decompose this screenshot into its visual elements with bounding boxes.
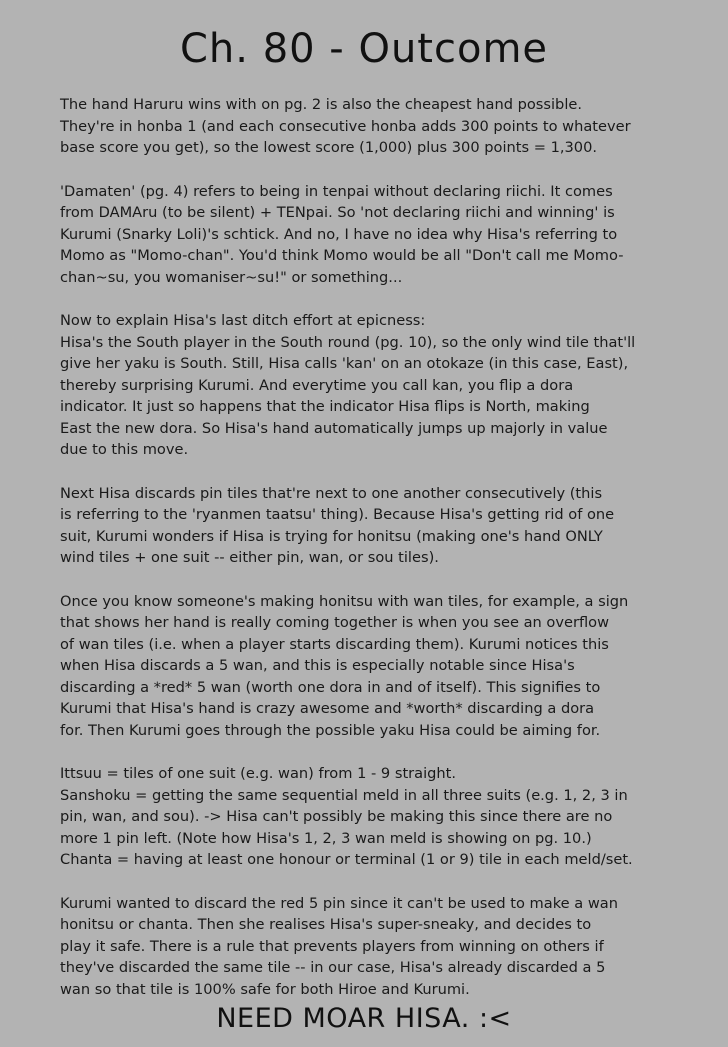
paragraph	[60, 94, 700, 159]
text-line: of wan tiles (i.e. when a player starts discarding them). Kurumi notices this	[60, 635, 609, 653]
text-line: due to this move.	[60, 441, 189, 458]
footer-text: NEED MOAR HISA. :<	[216, 1003, 512, 1034]
text-line: Next Hisa discards pin tiles that're next to one another consecutively (this	[60, 484, 603, 502]
paragraph	[60, 181, 700, 289]
text-line: suit, Kurumi wonders if Hisa is trying for honitsu (making one's hand ONLY	[60, 527, 603, 545]
text-line: chan~su, you womaniser~su!" or something...	[60, 268, 403, 286]
page-title: Ch. 80 - Outcome	[179, 26, 549, 72]
text-line: Now to explain Hisa's last ditch effort at epicness:	[60, 312, 426, 329]
text-line: play it safe. There is a rule that prevents players from winning on others if	[60, 937, 604, 955]
paragraph	[60, 483, 700, 569]
text-line: wind tiles + one suit -- either pin, wan, or sou tiles).	[60, 549, 439, 566]
text-line: Momo as "Momo-chan". You'd think Momo would be all "Don't call me Momo-	[60, 247, 624, 264]
text-line: base score you get), so the lowest score (1,000) plus 300 points = 1,300.	[60, 139, 597, 156]
text-line: Kurumi that Hisa's hand is crazy awesome and *worth* discarding a dora	[60, 700, 595, 717]
text-line: They're in honba 1 (and each consecutive honba adds 300 points to whatever	[60, 117, 631, 135]
text-line: wan so that tile is 100% safe for both Hiroe and Kurumi.	[60, 980, 470, 998]
text-line: give her yaku is South. Still, Hisa calls 'kan' on an otokaze (in this case, East),	[60, 355, 629, 372]
text-line: thereby surprising Kurumi. And everytime you call kan, you flip a dora	[60, 376, 574, 394]
text-line: discarding a *red* 5 wan (worth one dora in and of itself). This signifies to	[60, 678, 601, 696]
text-line: for. Then Kurumi goes through the possible yaku Hisa could be aiming for.	[60, 721, 601, 739]
text-line: that shows her hand is really coming together is when you see an overflow	[60, 614, 610, 631]
text-line: Ittsuu = tiles of one suit (e.g. wan) from 1 - 9 straight.	[60, 765, 457, 782]
text-line: more 1 pin left. (Note how Hisa's 1, 2, 3 wan meld is showing on pg. 10.)	[60, 829, 592, 847]
text-line: is referring to the 'ryanmen taatsu' thing). Because Hisa's getting rid of one	[60, 506, 615, 523]
text-line: from DAMAru (to be silent) + TENpai. So 'not declaring riichi and winning' is	[60, 204, 615, 221]
text-line: Sanshoku = getting the same sequential meld in all three suits (e.g. 1, 2, 3 in	[60, 786, 628, 804]
text-line: Hisa's the South player in the South round (pg. 10), so the only wind tile that'll	[60, 333, 636, 351]
text-line: honitsu or chanta. Then she realises Hisa's super-sneaky, and decides to	[60, 916, 592, 933]
text-line: Chanta = having at least one honour or terminal (1 or 9) tile in each meld/set.	[60, 851, 633, 868]
text-line: indicator. It just so happens that the indicator Hisa flips is North, making	[60, 398, 590, 415]
text-line: they've discarded the same tile -- in our case, Hisa's already discarded a 5	[60, 959, 606, 976]
text-line: Kurumi (Snarky Loli)'s schtick. And no, I have no idea why Hisa's referring to	[60, 225, 618, 243]
paragraph	[60, 591, 700, 742]
text-line: pin, wan, and sou). -> Hisa can't possibly be making this since there are no	[60, 808, 613, 825]
text-line: Once you know someone's making honitsu with wan tiles, for example, a sign	[60, 592, 629, 610]
text-line: 'Damaten' (pg. 4) refers to being in tenpai without declaring riichi. It comes	[60, 182, 613, 200]
text-line: The hand Haruru wins with on pg. 2 is also the cheapest hand possible.	[60, 96, 582, 113]
text-line: Kurumi wanted to discard the red 5 pin since it can't be used to make a wan	[60, 894, 618, 912]
notes-body	[60, 94, 700, 1022]
paragraph	[60, 893, 700, 1001]
text-line: when Hisa discards a 5 wan, and this is especially notable since Hisa's	[60, 657, 575, 674]
text-line: East the new dora. So Hisa's hand automatically jumps up majorly in value	[60, 419, 608, 437]
paragraph	[60, 310, 700, 461]
paragraph	[60, 763, 700, 871]
